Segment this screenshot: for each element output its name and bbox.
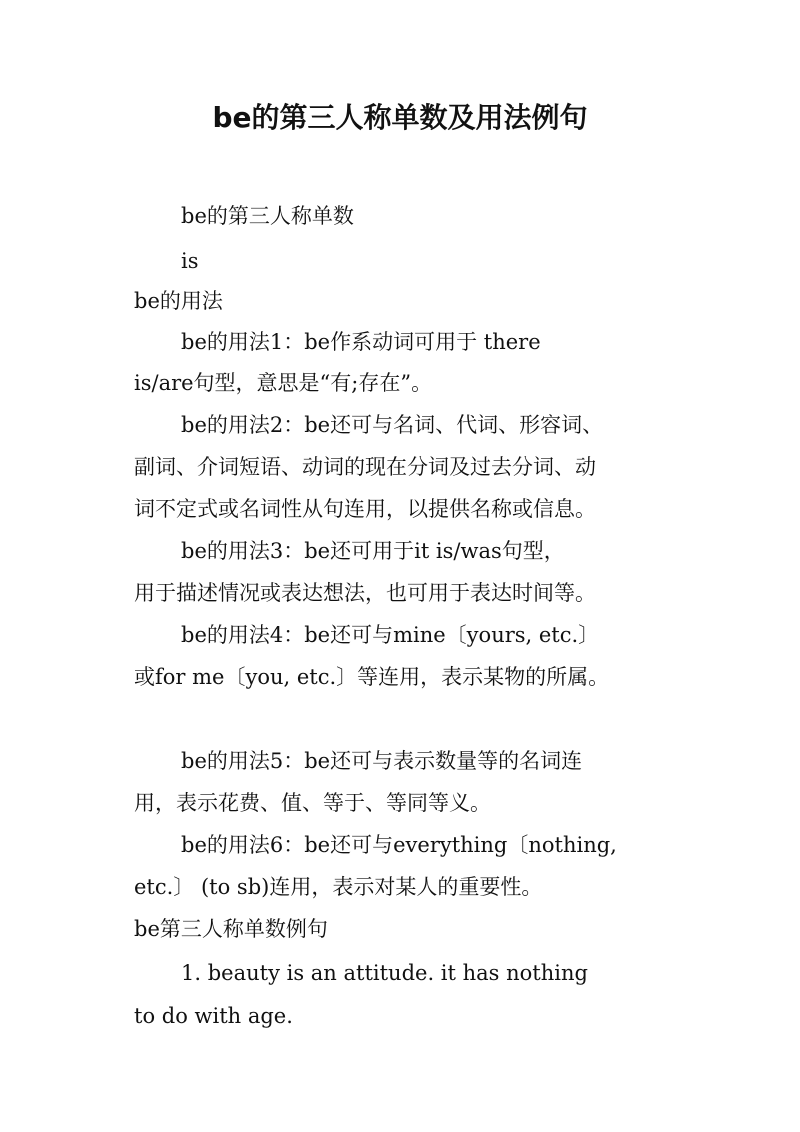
usage-5-line-1: be的用法5：be还可与表示数量等的名词连 [181,749,583,773]
usage-2-line-3: 词不定式或名词性从句连用，以提供名称或信息。 [134,497,596,521]
usage-1-line-2: is/are句型，意思是“有;存在”。 [134,371,433,395]
usage-3-line-2: 用于描述情况或表达想法，也可用于表达时间等。 [134,581,596,605]
answer-is: is [181,249,199,273]
section-heading-third-person-singular: be的第三人称单数 [181,204,354,228]
usage-2-line-2: 副词、介词短语、动词的现在分词及过去分词、动 [134,455,596,479]
usage-4-line-1: be的用法4：be还可与mine〔yours, etc.〕 [181,623,600,647]
example-1-line-2: to do with age. [134,1004,293,1028]
usage-6-line-1: be的用法6：be还可与everything〔nothing, [181,833,617,857]
usage-5-line-2: 用，表示花费、值、等于、等同等义。 [134,791,491,815]
usage-2-line-1: be的用法2：be还可与名词、代词、形容词、 [181,413,604,437]
section-heading-usage: be的用法 [134,289,223,313]
usage-1-line-1: be的用法1：be作系动词可用于 there [181,330,541,354]
usage-6-line-2: etc.〕 (to sb)连用，表示对某人的重要性。 [134,875,543,899]
example-1-line-1: 1. beauty is an attitude. it has nothing [181,961,588,985]
section-heading-examples: be第三人称单数例句 [134,917,328,941]
usage-4-line-2: 或for me〔you, etc.〕等连用，表示某物的所属。 [134,665,610,689]
usage-3-line-1: be的用法3：be还可用于it is/was句型， [181,539,565,563]
document-title: be的第三人称单数及用法例句 [212,101,588,134]
